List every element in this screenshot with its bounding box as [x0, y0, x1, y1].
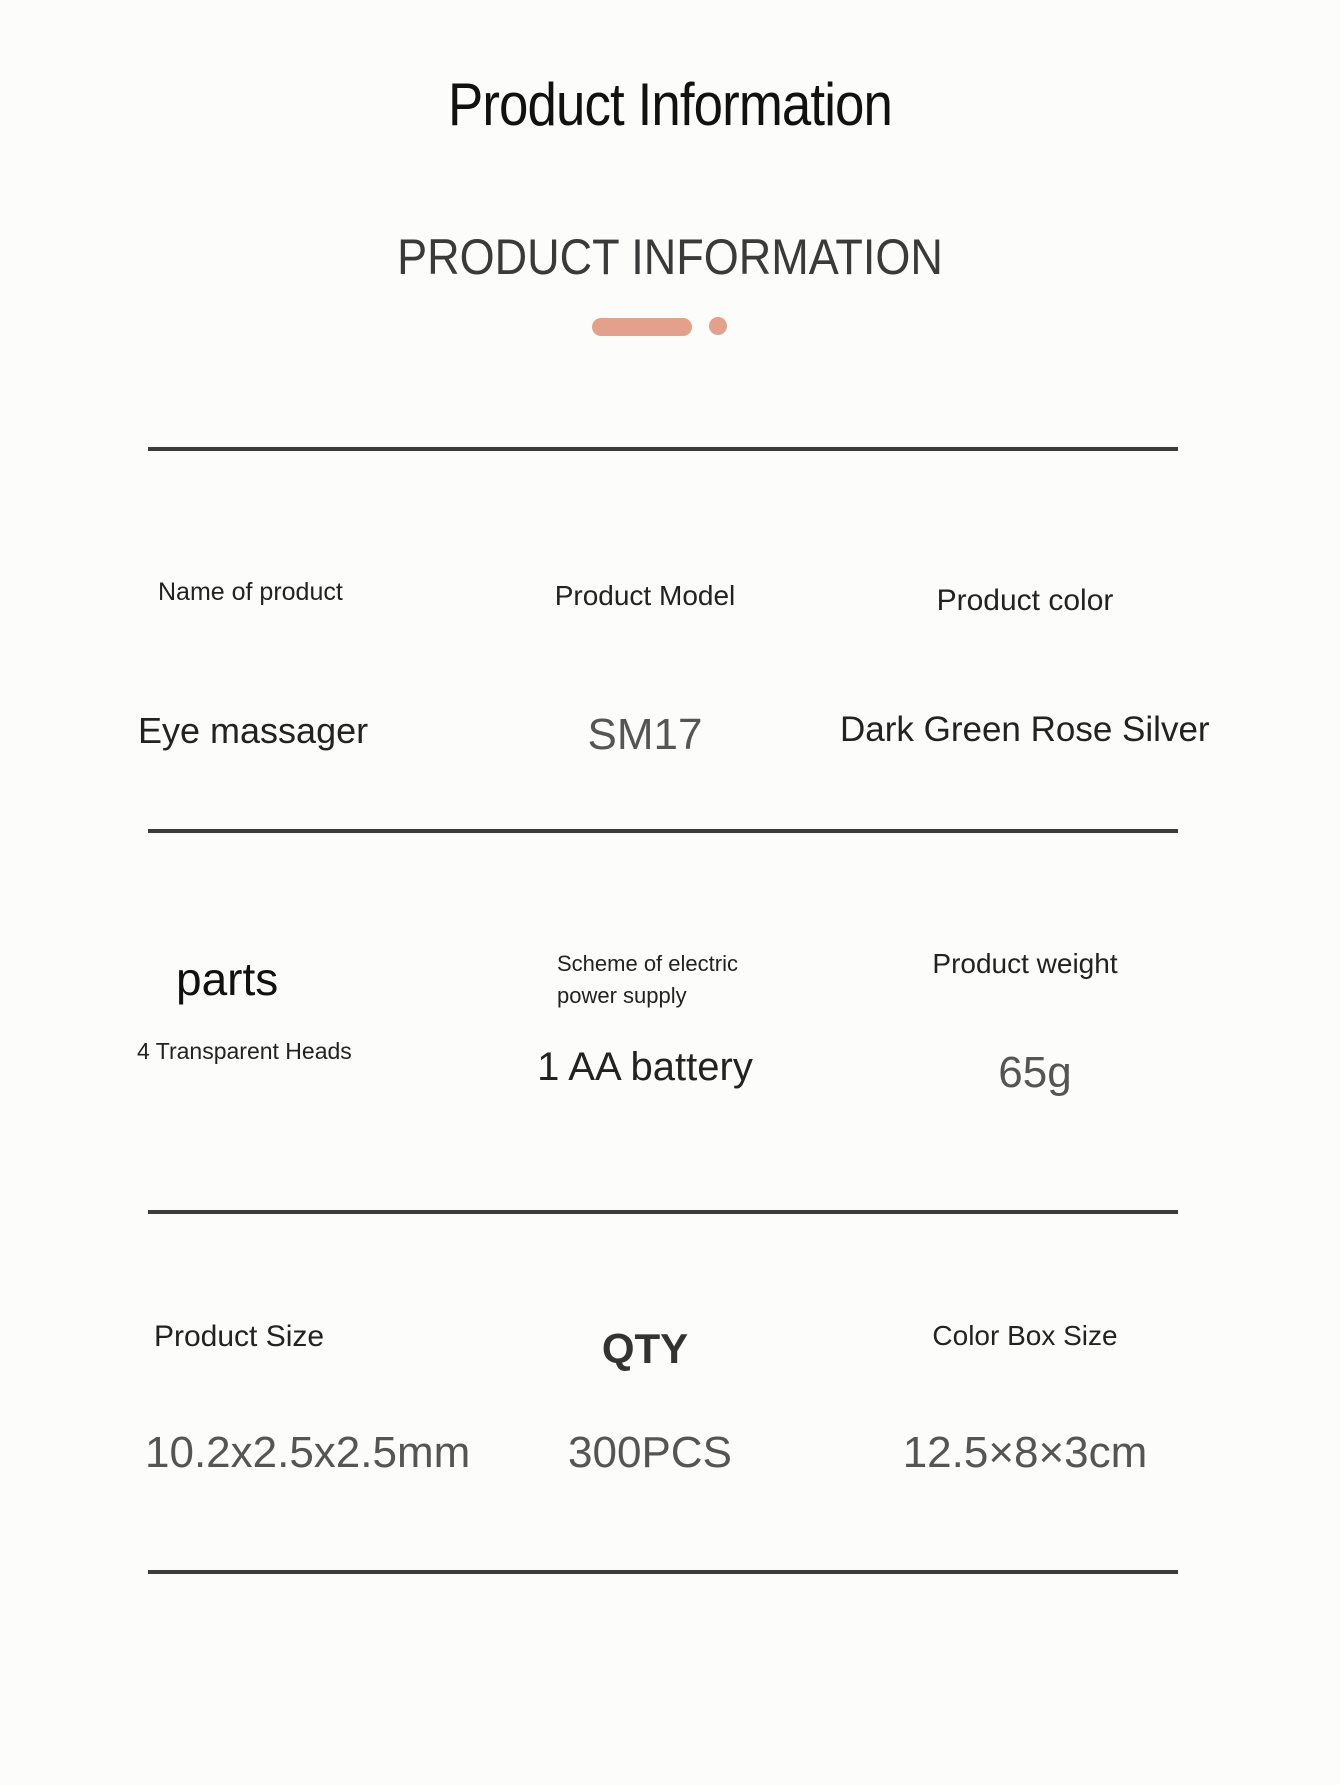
value-parts: 4 Transparent Heads — [137, 1038, 352, 1064]
value-power-supply: 1 AA battery — [537, 1045, 753, 1089]
label-product-size: Product Size — [154, 1320, 325, 1353]
page-title: Product Information — [447, 71, 893, 138]
divider-bottom — [148, 1570, 1178, 1574]
divider-row2 — [148, 1210, 1178, 1214]
value-product-color: Dark Green Rose Silver — [840, 710, 1210, 749]
label-color-box-size: Color Box Size — [932, 1320, 1118, 1351]
section-heading: PRODUCT INFORMATION — [397, 229, 943, 285]
label-power-supply-line2: power supply — [557, 983, 687, 1008]
label-name-of-product: Name of product — [158, 578, 343, 606]
value-product-size: 10.2x2.5x2.5mm — [145, 1428, 471, 1477]
divider-row1 — [148, 829, 1178, 833]
value-product-weight: 65g — [998, 1048, 1072, 1097]
label-power-supply-line1: Scheme of electric — [557, 951, 738, 976]
divider-top — [148, 447, 1178, 451]
label-product-weight: Product weight — [932, 948, 1118, 979]
value-color-box-size: 12.5×8×3cm — [902, 1428, 1148, 1477]
value-name-of-product: Eye massager — [138, 710, 369, 751]
label-product-color: Product color — [936, 584, 1114, 617]
label-product-model: Product Model — [554, 580, 736, 611]
label-parts: parts — [176, 953, 279, 1005]
accent-dot-decoration — [709, 317, 727, 335]
accent-bar-decoration — [592, 318, 692, 336]
label-qty: QTY — [601, 1325, 689, 1372]
value-product-model: SM17 — [587, 710, 703, 759]
value-qty: 300PCS — [568, 1428, 732, 1477]
